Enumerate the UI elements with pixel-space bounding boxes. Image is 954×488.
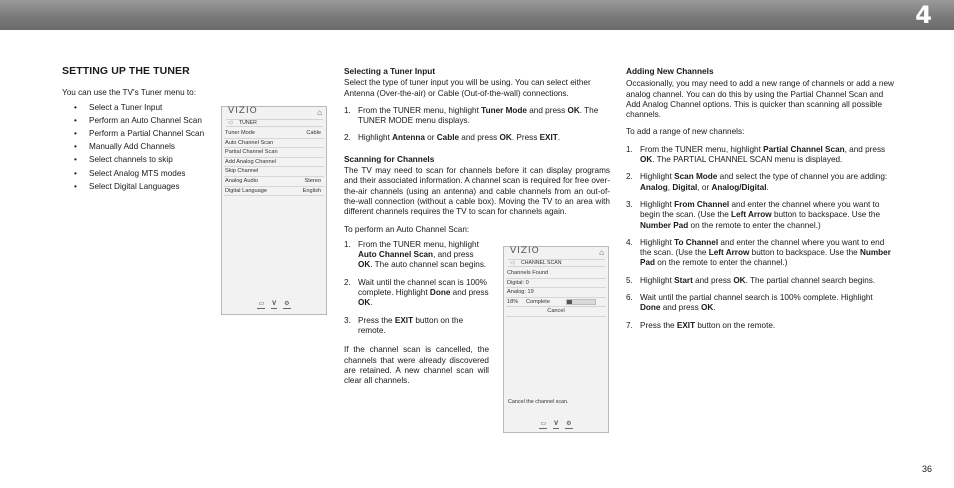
menu-breadcrumb [226,119,323,127]
vizio-logo: VIZIO [228,106,258,116]
section-title: SETTING UP THE TUNER [62,65,190,77]
tuner-feature-list [62,101,222,193]
list-item: • Manually Add Channels [62,140,222,153]
v-button-icon: V [554,421,559,427]
auto-scan-steps [344,240,489,336]
list-item: 5. Highlight Start and press OK. The partial channel search begins. [626,275,876,285]
cancel-button[interactable]: Cancel [506,307,606,317]
chapter-header-bar [0,0,954,30]
tuner-intro: You can use the TV's Tuner menu to: [62,88,197,98]
progress-row [506,298,606,308]
menu-row-label: Analog Audio [225,177,258,184]
list-item: • Select Analog MTS modes [62,167,222,180]
list-item: • Select a Tuner Input [62,101,222,114]
menu-row [224,177,324,187]
channels-found-row: Channels Found [506,269,606,279]
list-item: 3. Press the EXIT button on the remote. [344,315,464,335]
left-column [62,66,222,193]
menu-title: TUNER [239,120,257,126]
list-item: • Perform an Auto Channel Scan [62,114,222,127]
channel-scan-screenshot [503,246,609,433]
range-intro: To add a range of new channels: [626,127,745,137]
list-item: 1. From the TUNER menu, highlight Tuner Mode and press OK. The TUNER MODE menu displays. [344,105,599,126]
home-icon: ⌂ [599,248,604,257]
widescreen-icon: ▭ [258,301,265,307]
auto-scan-intro: To perform an Auto Channel Scan: [344,224,470,234]
list-item: 2. Highlight Antenna or Cable and press OK. Press EXIT. [344,133,561,143]
scanning-heading: Scanning for Channels [344,153,435,164]
menu-row [224,148,324,158]
list-item: 6. Wait until the partial channel search is 100% complete. Highlight Done and press OK. [626,293,873,313]
menu-row-label: Digital Language [225,187,267,194]
progress-bar-fill [567,300,572,304]
gear-icon: ⚙ [284,301,290,307]
back-arrow-icon: ◁ [510,260,515,266]
selecting-tuner-intro: Select the type of tuner input you will be using. You can select either Antenna (Over-the-air) or Cable (Out-of-the-wall) connections. [344,78,591,98]
chapter-number: 4 [915,1,932,29]
list-item: 4. Highlight To Channel and enter the channel where you want to end the scan. (Use the Left Arrow button to backspace. Use the Number Pad on the remote to enter the channel.) [626,237,891,268]
progress-label: Complete [526,298,550,305]
remote-key-hints [222,301,326,309]
menu-row-label: Tuner Mode [225,130,255,136]
selecting-tuner-steps [344,106,610,144]
menu-row-label: Add Analog Channel [225,158,277,165]
scanning-intro: The TV may need to scan for channels before it can display programs and their associated information. A channel scan is required for free over-the-air channels (using an antenna) and cable channels from an out-of-the-wall connection (without a cable box). Moving the TV to an area with different channels requires the TV to scan for channels again. [344,166,610,217]
adding-channels-intro: Occasionally, you may need to add a new range of channels or add a new analog channel. You can do this by using the Partial Channel Scan and Add Analog Channel options. This is quicker than scanning all possible channels. [626,79,894,120]
cancel-note: If the channel scan is cancelled, the channels that were already discovered are retained. A new channel scan will clear all channels. [344,345,489,386]
back-arrow-icon: ◁ [228,120,233,126]
scan-status-list [506,269,606,317]
menu-row [224,129,324,139]
remote-key-hints [504,421,608,429]
menu-breadcrumb [508,259,605,267]
menu-title: CHANNEL SCAN [521,260,562,266]
list-item: 1. From the TUNER menu, highlight Partial Channel Scan, and press OK. The PARTIAL CHANNEL SCAN menu is displayed. [626,144,886,165]
list-item: 7. Press the EXIT button on the remote. [626,320,776,330]
widescreen-icon: ▭ [540,421,547,427]
v-button-icon: V [272,301,277,307]
menu-row [224,158,324,168]
list-item: • Select channels to skip [62,153,222,166]
menu-row-value: English [302,187,321,194]
tuner-menu-screenshot [221,106,327,315]
menu-row-label: Skip Channel [225,168,259,175]
menu-row-label: Auto Channel Scan [225,139,274,146]
menu-row [224,139,324,149]
adding-channels-steps [626,145,894,331]
menu-row [224,187,324,197]
progress-bar [566,299,596,305]
digital-count-row: Digital: 0 [506,279,606,289]
list-item: • Select Digital Languages [62,180,222,193]
menu-row-value: Stereo [304,177,321,184]
right-column [626,66,894,331]
list-item: • Perform a Partial Channel Scan [62,127,222,140]
vizio-logo: VIZIO [510,246,540,256]
list-item: 1. From the TUNER menu, highlight Auto Channel Scan, and press OK. The auto channel scan begins. [344,239,487,270]
gear-icon: ⚙ [566,421,572,427]
menu-row-value: Cable [306,130,321,136]
selecting-tuner-heading: Selecting a Tuner Input [344,66,436,76]
list-item: 3. Highlight From Channel and enter the channel where you want to begin the scan. (Use the Left Arrow button to backspace. Use the Number Pad on the remote to enter the channel.) [626,199,880,230]
list-item: 2. Highlight Scan Mode and select the type of channel you are adding: Analog, Digital, or Analog/Digital. [626,172,888,192]
list-item: 2. Wait until the channel scan is 100% complete. Highlight Done and press OK. [344,277,489,308]
progress-percent: 18% [507,298,519,305]
adding-channels-heading: Adding New Channels [626,66,714,76]
page-number: 36 [921,464,932,474]
home-icon: ⌂ [317,108,322,117]
scan-help-text: Cancel the channel scan. [508,399,569,405]
menu-row [224,167,324,177]
analog-count-row: Analog: 19 [506,288,606,298]
tuner-menu-list [224,129,324,196]
menu-row-label: Partial Channel Scan [225,149,278,156]
